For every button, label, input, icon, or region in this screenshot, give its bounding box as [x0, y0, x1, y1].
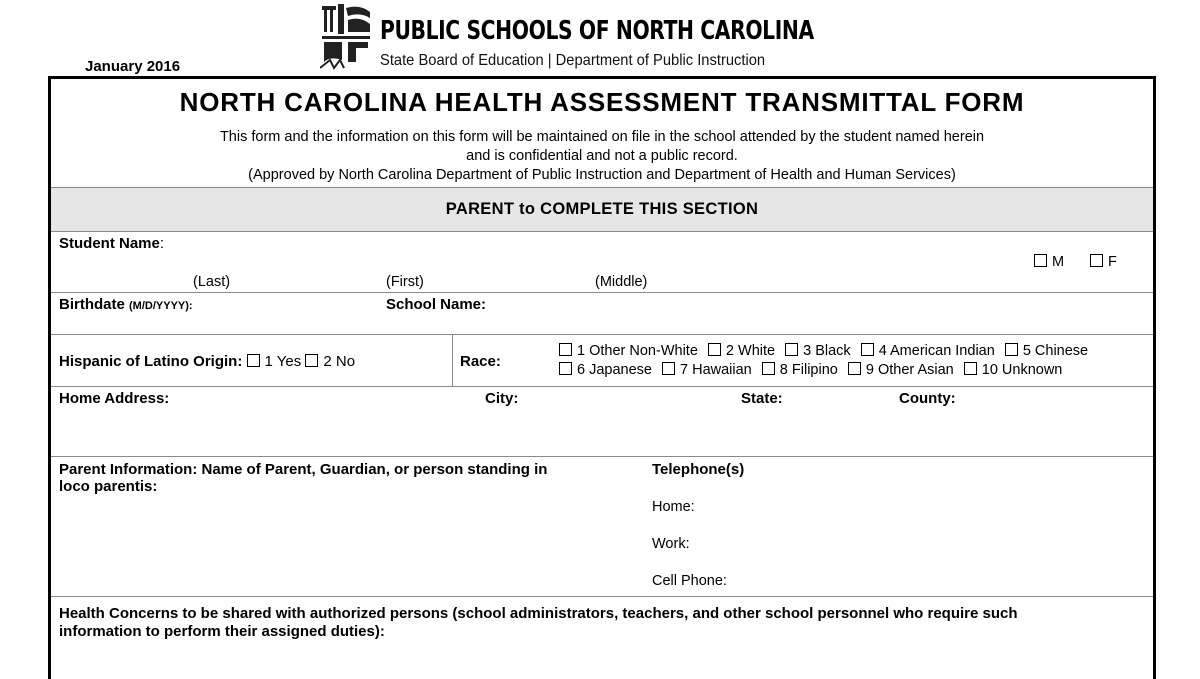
- brand-subtitle: State Board of Education | Department of Public Instruction: [380, 52, 766, 69]
- race-options-row-1: [559, 343, 1094, 359]
- intro-line-1: This form and the information on this form will be maintained on file in the school attended by the student named herein: [219, 129, 985, 145]
- checkbox-icon[interactable]: [848, 362, 861, 375]
- race-option[interactable]: 8 Filipino: [762, 362, 838, 378]
- checkbox-icon[interactable]: [1034, 254, 1047, 267]
- brand-title: PUBLIC SCHOOLS OF NORTH CAROLINA: [380, 16, 814, 46]
- intro-line-2: and is confidential and not a public record.: [466, 148, 738, 164]
- form-title: NORTH CAROLINA HEALTH ASSESSMENT TRANSMITTAL FORM: [179, 87, 1025, 117]
- last-name-caption: (Last): [193, 274, 231, 290]
- race-option[interactable]: 9 Other Asian: [848, 362, 954, 378]
- telephone-label: Telephone(s): [652, 461, 745, 478]
- race-option[interactable]: 4 American Indian: [861, 343, 995, 359]
- sex-m-option[interactable]: M: [1034, 254, 1064, 270]
- checkbox-icon[interactable]: [559, 343, 572, 356]
- home-address-label: Home Address:: [59, 390, 170, 407]
- home-phone-label: Home:: [652, 499, 695, 515]
- hispanic-no-option[interactable]: 2 No: [305, 353, 355, 370]
- checkbox-icon[interactable]: [1090, 254, 1103, 267]
- form-frame: [48, 76, 1156, 679]
- student-name-label: Student Name:: [59, 235, 165, 252]
- birthdate-label: Birthdate (M/D/YYYY):: [59, 296, 193, 313]
- city-label: City:: [485, 390, 519, 407]
- divider: [51, 456, 1153, 457]
- divider: [51, 386, 1153, 387]
- race-option[interactable]: 10 Unknown: [964, 362, 1063, 378]
- checkbox-icon[interactable]: [305, 354, 318, 367]
- hispanic-yes-option[interactable]: 1 Yes: [247, 353, 302, 370]
- checkbox-icon[interactable]: [708, 343, 721, 356]
- sex-f-option[interactable]: F: [1090, 254, 1117, 270]
- state-label: State:: [741, 390, 783, 407]
- checkbox-icon[interactable]: [861, 343, 874, 356]
- checkbox-icon[interactable]: [1005, 343, 1018, 356]
- school-name-label: School Name:: [386, 296, 487, 313]
- race-option[interactable]: 5 Chinese: [1005, 343, 1088, 359]
- form-date: January 2016: [85, 58, 181, 75]
- divider: [51, 334, 1153, 335]
- checkbox-icon[interactable]: [785, 343, 798, 356]
- first-name-caption: (First): [386, 274, 424, 290]
- checkbox-icon[interactable]: [247, 354, 260, 367]
- checkbox-icon[interactable]: [762, 362, 775, 375]
- race-option[interactable]: 2 White: [708, 343, 775, 359]
- middle-name-caption: (Middle): [595, 274, 648, 290]
- divider: [452, 334, 453, 386]
- race-options-row-2: [559, 362, 1068, 378]
- county-label: County:: [899, 390, 956, 407]
- checkbox-icon[interactable]: [964, 362, 977, 375]
- race-option[interactable]: 7 Hawaiian: [662, 362, 752, 378]
- race-label: Race:: [460, 353, 501, 370]
- health-concerns-label: Health Concerns to be shared with authorized persons (school administrators, teachers, and other school personnel who require such information to perform their assigned duties):: [59, 605, 1018, 640]
- intro-line-3: (Approved by North Carolina Department of Public Instruction and Department of Health and Human Services): [248, 167, 956, 183]
- work-phone-label: Work:: [652, 536, 690, 552]
- form-intro: [51, 128, 1153, 185]
- checkbox-icon[interactable]: [662, 362, 675, 375]
- cell-phone-label: Cell Phone:: [652, 573, 727, 589]
- nc-schools-logo: [320, 4, 372, 70]
- checkbox-icon[interactable]: [559, 362, 572, 375]
- hispanic-label: Hispanic of Latino Origin: 1 Yes 2 No: [59, 353, 356, 370]
- race-option[interactable]: 3 Black: [785, 343, 851, 359]
- divider: [51, 292, 1153, 293]
- parent-section-header: PARENT to COMPLETE THIS SECTION: [51, 187, 1153, 232]
- race-option[interactable]: 1 Other Non-White: [559, 343, 698, 359]
- race-option[interactable]: 6 Japanese: [559, 362, 652, 378]
- parent-info-label: Parent Information: Name of Parent, Guardian, or person standing in loco parentis:: [59, 461, 548, 495]
- divider: [51, 596, 1153, 597]
